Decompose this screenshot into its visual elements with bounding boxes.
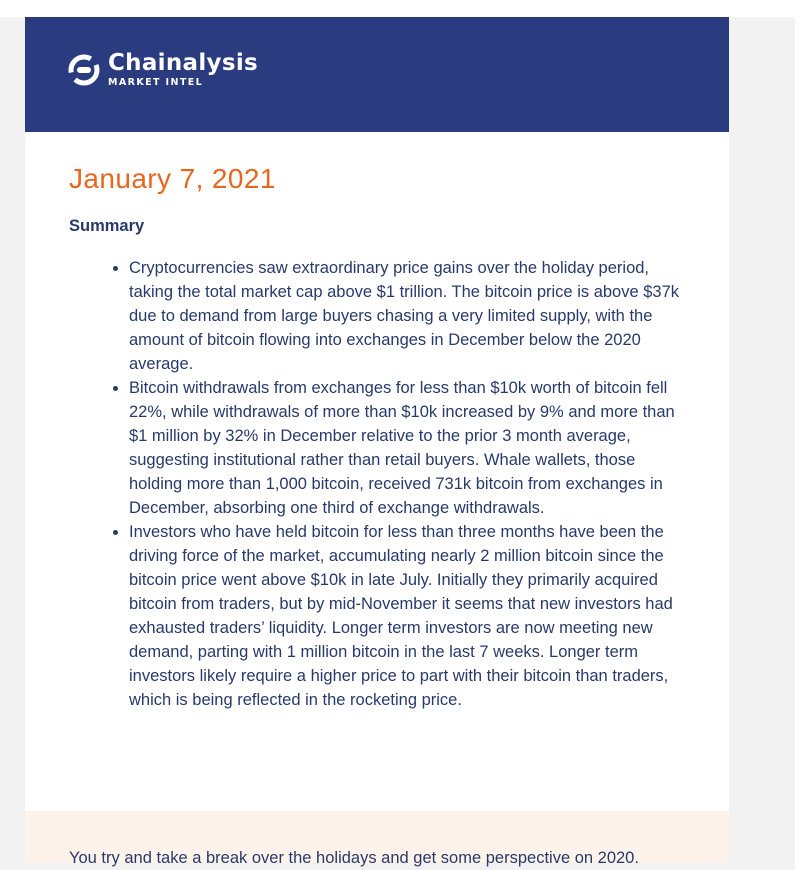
email-header <box>25 17 729 132</box>
brand-subtitle: MARKET INTEL <box>108 77 204 88</box>
chainalysis-logo-icon <box>68 54 100 86</box>
intro-section <box>25 811 729 867</box>
summary-bullet: Investors who have held bitcoin for less than three months have been the driving force of the market, accumulating nearly 2 million bitcoin since the bitcoin price went above $10k in late July. Initially they primarily acquired bitcoin from traders, but by mid-November it seems that new investors had exhausted traders’ liquidity. Longer term investors are now meeting new demand, parting with 1 million bitcoin in the last 7 weeks. Longer term investors likely require a higher price to part with their bitcoin than traders, which is being reflected in the rocketing price. <box>129 520 689 712</box>
summary-heading: Summary <box>69 217 145 235</box>
brand-logo[interactable] <box>68 50 258 90</box>
summary-list <box>129 256 689 712</box>
brand-name: Chainalysis <box>108 50 258 76</box>
summary-bullet: Bitcoin withdrawals from exchanges for less than $10k worth of bitcoin fell 22%, while withdrawals of more than $10k increased by 9% and more than $1 million by 32% in December relative to the prior 3 month average, suggesting institutional rather than retail buyers. Whale wallets, those holding more than 1,000 bitcoin, received 731k bitcoin from exchanges in December, absorbing one third of exchange withdrawals. <box>129 376 689 520</box>
article-date: January 7, 2021 <box>69 163 276 194</box>
brand-wordmark <box>108 51 258 89</box>
intro-text: You try and take a break over the holidays and get some perspective on 2020. <box>69 849 639 867</box>
email-body <box>25 17 729 867</box>
top-bar <box>0 0 795 17</box>
summary-bullet: Cryptocurrencies saw extraordinary price gains over the holiday period, taking the total market cap above $1 trillion. The bitcoin price is above $37k due to demand from large buyers chasing a very limited supply, with the amount of bitcoin flowing into exchanges in December below the 2020 average. <box>129 256 689 376</box>
